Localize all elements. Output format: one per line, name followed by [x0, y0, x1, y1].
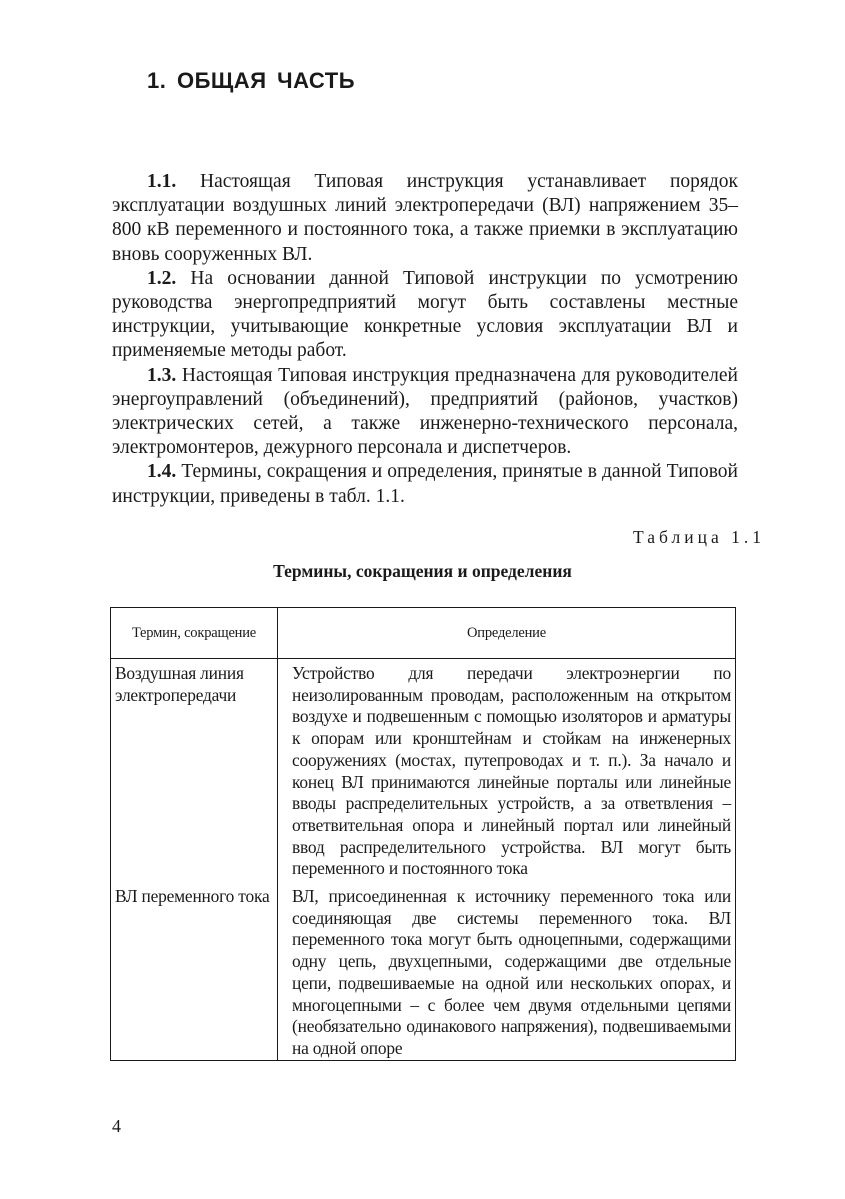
table-title: Термины, сокращения и определения: [273, 561, 572, 581]
terms-table: [110, 607, 736, 1061]
table-header-row: [111, 608, 736, 659]
paragraph-number: 1.1.: [147, 171, 177, 192]
paragraph-1-3: [112, 364, 738, 461]
term-cell: Воздушная линия электропередачи: [111, 659, 278, 881]
paragraph-number: 1.4.: [147, 461, 177, 483]
definition-cell: Устройство для передачи электроэнергии по неизолированным проводам, расположенным на открытом воздухе и подвешенным с помощью изоляторов и арматуры к опорам или кронштейнам и стойкам на инженерных сооружениях (мостах, путепроводах и т. п.). За начало и конец ВЛ принимаются линейные порталы или линейные вводы распределительных устройств, а за ответвления – ответвительная опора и линейный портал или линейный ввод распределительного устройства. ВЛ могут быть переменного и постоянного тока: [278, 659, 736, 881]
header-definition: Определение: [278, 608, 736, 659]
body-text: [112, 170, 738, 509]
paragraph-1-2: [112, 267, 738, 364]
paragraph-text: Термины, сокращения и определения, принятые в данной Типовой инструкции, приведены в табл. 1.1.: [112, 461, 738, 507]
section-heading: 1. ОБЩАЯ ЧАСТЬ: [147, 68, 356, 93]
page-number: 4: [112, 1116, 121, 1136]
definition-cell: ВЛ, присоединенная к источнику переменного тока или соединяющая две системы переменного тока. ВЛ переменного тока могут быть одноцепными, содержащими одну цепь, двухцепными, содержащими две отдельные цепи, подвешиваемые на одной или нескольких опорах, и многоцепными – с более чем двумя отдельными цепями (необязательно одинакового напряжения), подвешиваемыми на одной опоре: [278, 880, 736, 1060]
paragraph-text: Настоящая Типовая инструкция предназначена для руководителей энергоуправлений (объединений), предприятий (районов, участков) электрических сетей, а также инженерно-технического персонала, электромонтеров, дежурного персонала и диспетчеров.: [112, 364, 738, 459]
paragraph-1-4: [112, 460, 738, 508]
header-term: Термин, сокращение: [111, 608, 278, 659]
paragraph-number: 1.2.: [147, 267, 177, 289]
paragraph-1-1: [112, 170, 738, 267]
paragraph-text: Настоящая Типовая инструкция устанавливает порядок эксплуатации воздушных линий электропередачи (ВЛ) напряжением 35–800 кВ переменного и постоянного тока, а также приемки в эксплуатацию вновь сооруженных ВЛ.: [112, 171, 739, 265]
paragraph-text: На основании данной Типовой инструкции по усмотрению руководства энергопредприятий могут быть составлены местные инструкции, учитывающие конкретные условия эксплуатации ВЛ и применяемые методы работ.: [112, 267, 738, 362]
paragraph-number: 1.3.: [147, 364, 177, 386]
table-row: [111, 659, 736, 881]
table-row: [111, 880, 736, 1060]
term-cell: ВЛ переменного тока: [111, 880, 278, 1060]
table-label: Таблица 1.1: [633, 527, 765, 547]
